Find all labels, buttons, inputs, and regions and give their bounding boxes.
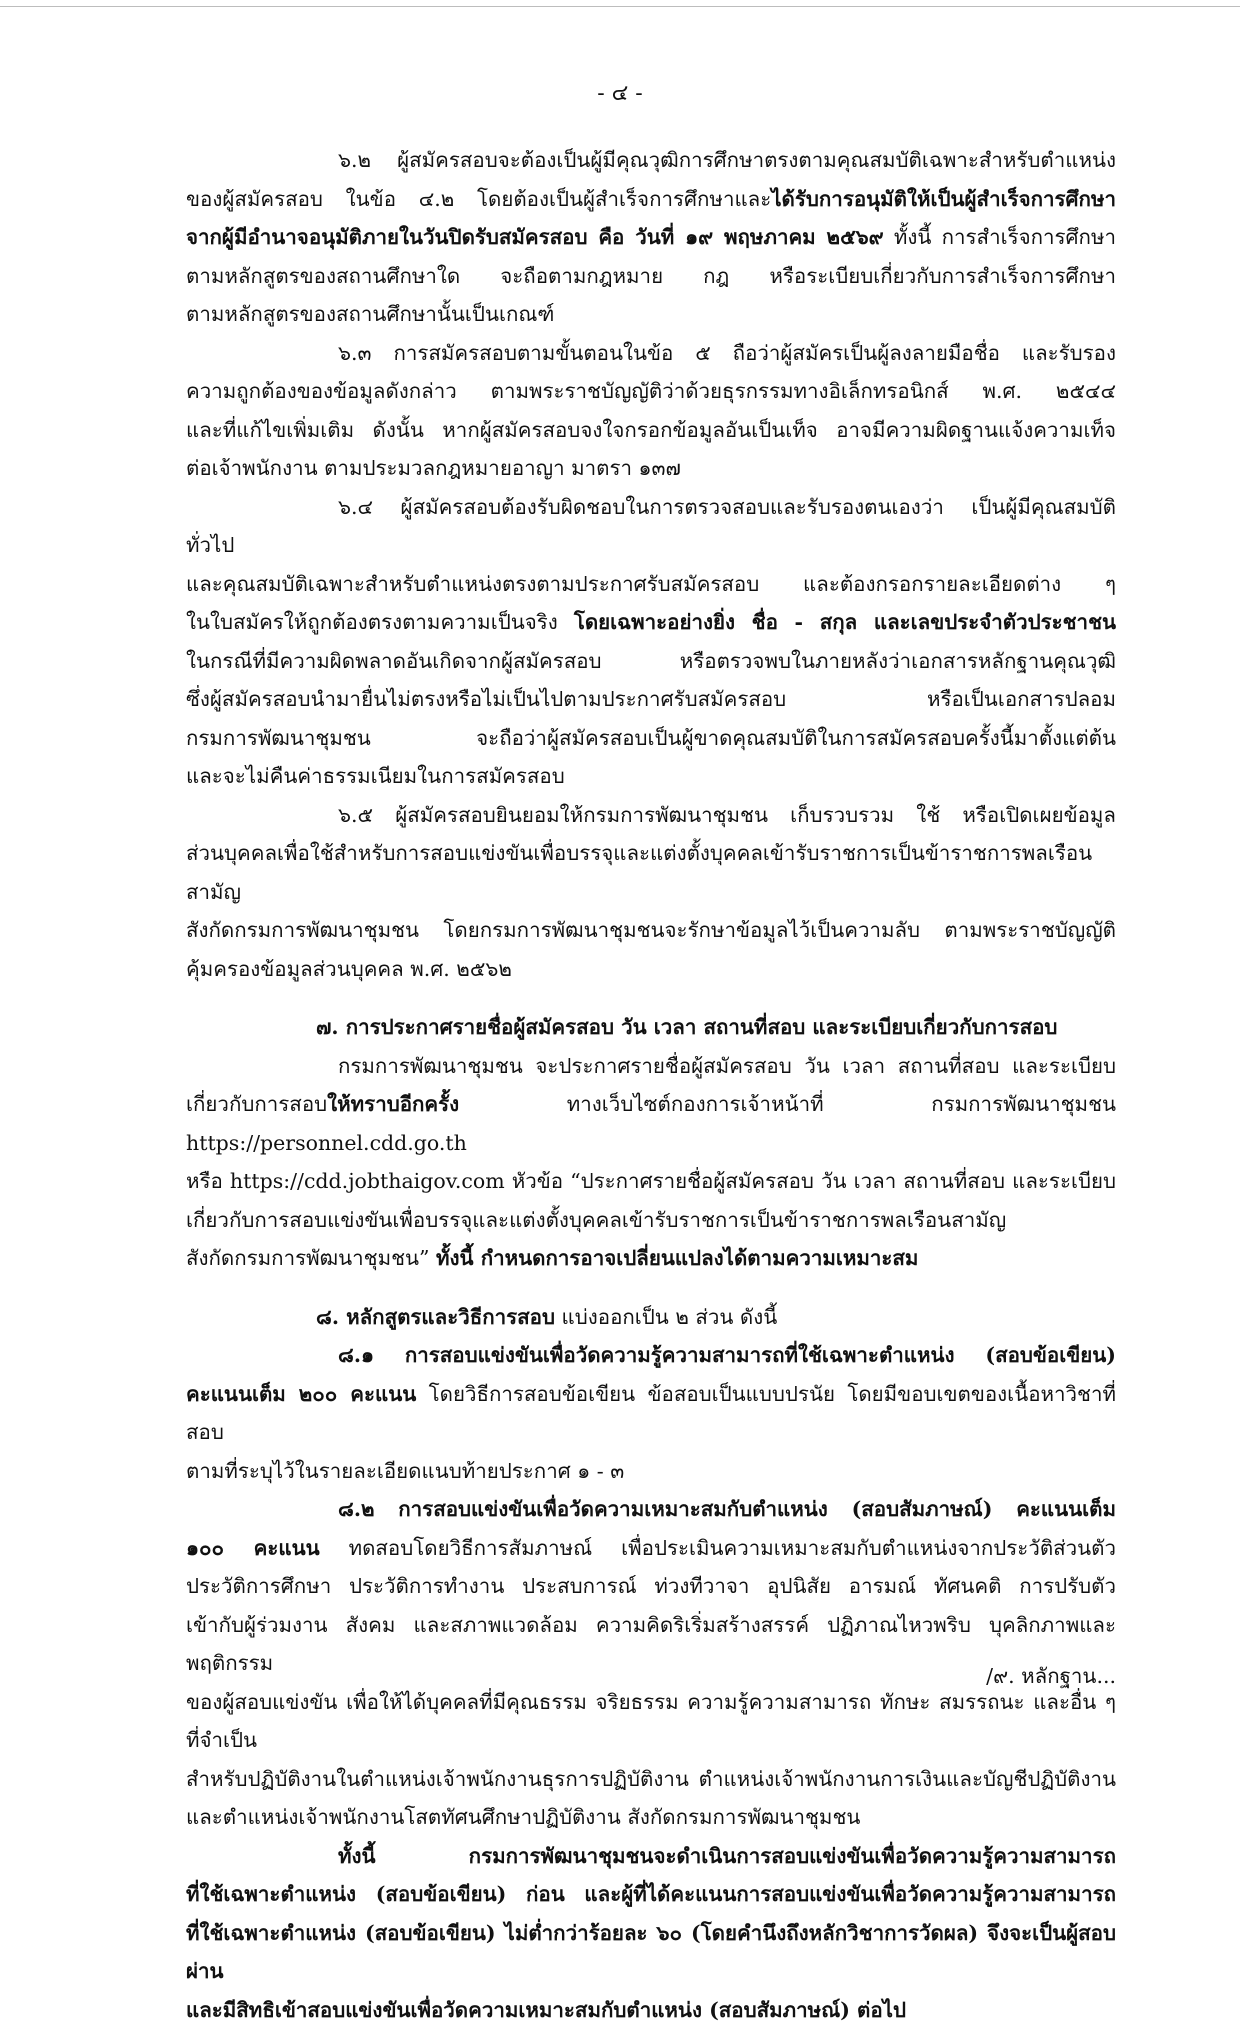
bold-text: ๘.๑ การสอบแข่งขันเพื่อวัดความรู้ความสามารถที่ใช้เฉพาะตำแหน่ง (สอบข้อเขียน) (338, 1343, 1116, 1367)
paragraph-10-line (186, 1837, 1116, 1876)
bold-text: ทั้งนี้ กรมการพัฒนาชุมชนจะดำเนินการสอบแข่งขันเพื่อวัดความรู้ความสามารถ (338, 1844, 1116, 1868)
paragraph-2-line (186, 411, 1116, 450)
page-number: - ๔ - (0, 75, 1240, 110)
continuation-marker: /๙. หลักฐาน... (986, 1660, 1116, 1693)
text-run: และที่แก้ไขเพิ่มเติม ดังนั้น หากผู้สมัครสอบจงใจกรอกข้อมูลอันเป็นเท็จ อาจมีความผิดฐานแจ้งความเท็จ (186, 418, 1116, 442)
text-run: กรมการพัฒนาชุมชน จะถือว่าผู้สมัครสอบเป็นผู้ขาดคุณสมบัติในการสมัครสอบครั้งนี้มาตั้งแต่ต้น (186, 726, 1116, 750)
text-run: ตามที่ระบุไว้ในรายละเอียดแนบท้ายประกาศ ๑ - ๓ (186, 1459, 624, 1483)
paragraph-3-line (186, 757, 1116, 796)
text-run: หรือ https://cdd.jobthaigov.com หัวข้อ “ประกาศรายชื่อผู้สมัครสอบ วัน เวลา สถานที่สอบ และระเบียบ (186, 1169, 1116, 1193)
text-run: ทดสอบโดยวิธีการสัมภาษณ์ เพื่อประเมินความเหมาะสมกับตำแหน่งจากประวัติส่วนตัว (320, 1536, 1116, 1560)
section-gap (186, 988, 1116, 1008)
paragraph-4-line (186, 950, 1116, 989)
paragraph-6-line (186, 1047, 1116, 1086)
bold-text: ๘. หลักสูตรและวิธีการสอบ (316, 1305, 555, 1329)
text-run: เข้ากับผู้ร่วมงาน สังคม และสภาพแวดล้อม ความคิดริเริ่มสร้างสรรค์ ปฏิภาณไหวพริบ บุคลิกภาพและพฤติกรรม (186, 1613, 1116, 1676)
text-run: ประวัติการศึกษา ประวัติการทำงาน ประสบการณ์ ท่วงทีวาจา อุปนิสัย อารมณ์ ทัศนคติ การปรับตัว (186, 1574, 1116, 1598)
text-run: ของผู้สอบแข่งขัน เพื่อให้ได้บุคคลที่มีคุณธรรม จริยธรรม ความรู้ความสามารถ ทักษะ สมรรถนะ และอื่น ๆ ที่จำเป็น (186, 1690, 1116, 1753)
paragraph-9-line (186, 1606, 1116, 1683)
paragraph-7-line (186, 1298, 1116, 1337)
text-run: ทางเว็บไซต์กองการเจ้าหน้าที่ กรมการพัฒนาชุมชน https://personnel.cdd.go.th (186, 1092, 1116, 1155)
text-run: ในใบสมัครให้ถูกต้องตรงตามความเป็นจริง (186, 610, 574, 634)
text-run: ในกรณีที่มีความผิดพลาดอันเกิดจากผู้สมัครสอบ หรือตรวจพบในภายหลังว่าเอกสารหลักฐานคุณวุฒิ (186, 649, 1116, 673)
paragraph-6-line (186, 1201, 1116, 1240)
paragraph-3-line (186, 603, 1116, 642)
bold-text: และมีสิทธิเข้าสอบแข่งขันเพื่อวัดความเหมาะสมกับตำแหน่ง (สอบสัมภาษณ์) ต่อไป (186, 1998, 906, 2022)
text-run: ตามหลักสูตรของสถานศึกษาใด จะถือตามกฎหมาย กฎ หรือระเบียบเกี่ยวกับการสำเร็จการศึกษา (186, 264, 1116, 288)
paragraph-4-line (186, 911, 1116, 950)
section-gap (186, 1278, 1116, 1298)
bold-text: ให้ทราบอีกครั้ง (327, 1092, 459, 1116)
paragraph-1-line (186, 218, 1116, 257)
paragraph-3-line (186, 488, 1116, 565)
paragraph-3-line (186, 680, 1116, 719)
paragraph-2-line (186, 372, 1116, 411)
text-run: ของผู้สมัครสอบ ในข้อ ๔.๒ โดยต้องเป็นผู้สำเร็จการศึกษาและ (186, 187, 771, 211)
text-run: แบ่งออกเป็น ๒ ส่วน ดังนี้ (555, 1305, 777, 1329)
bold-text: ๘.๒ การสอบแข่งขันเพื่อวัดความเหมาะสมกับตำแหน่ง (สอบสัมภาษณ์) คะแนนเต็ม (338, 1497, 1116, 1521)
bold-text: โดยเฉพาะอย่างยิ่ง ชื่อ - สกุล และเลขประจำตัวประชาชน (574, 610, 1116, 634)
paragraph-9-line (186, 1760, 1116, 1799)
paragraph-1-line (186, 180, 1116, 219)
bold-text: ๗. การประกาศรายชื่อผู้สมัครสอบ วัน เวลา สถานที่สอบ และระเบียบเกี่ยวกับการสอบ (316, 1015, 1057, 1039)
text-run: เกี่ยวกับการสอบแข่งขันเพื่อบรรจุและแต่งตั้งบุคคลเข้ารับราชการเป็นข้าราชการพลเรือนสามัญ (186, 1208, 1006, 1232)
text-run: สำหรับปฏิบัติงานในตำแหน่งเจ้าพนักงานธุรการปฏิบัติงาน ตำแหน่งเจ้าพนักงานการเงินและบัญชีปฏิบัติงาน (186, 1767, 1116, 1791)
text-run: และคุณสมบัติเฉพาะสำหรับตำแหน่งตรงตามประกาศรับสมัครสอบ และต้องกรอกรายละเอียดต่าง ๆ (186, 572, 1116, 596)
text-run: ๖.๓ การสมัครสอบตามขั้นตอนในข้อ ๕ ถือว่าผู้สมัครเป็นผู้ลงลายมือชื่อ และรับรอง (338, 341, 1116, 365)
bold-text: ได้รับการอนุมัติให้เป็นผู้สำเร็จการศึกษา (771, 187, 1116, 211)
paragraph-6-line (186, 1162, 1116, 1201)
text-run: ๖.๕ ผู้สมัครสอบยินยอมให้กรมการพัฒนาชุมชน เก็บรวบรวม ใช้ หรือเปิดเผยข้อมูล (338, 803, 1116, 827)
paragraph-10-line (186, 1914, 1116, 1991)
text-run: ความถูกต้องของข้อมูลดังกล่าว ตามพระราชบัญญัติว่าด้วยธุรกรรมทางอิเล็กทรอนิกส์ พ.ศ. ๒๕๔๔ (186, 379, 1116, 403)
paragraph-9-line (186, 1529, 1116, 1568)
paragraph-5-line (186, 1008, 1116, 1047)
page-top-edge (0, 6, 1240, 7)
paragraph-1-line (186, 141, 1116, 180)
document-body (186, 141, 1116, 2029)
bold-text: จากผู้มีอำนาจอนุมัติภายในวันปิดรับสมัครสอบ คือ วันที่ ๑๙ พฤษภาคม ๒๕๖๙ (186, 225, 884, 249)
paragraph-1-line (186, 257, 1116, 296)
text-run: ตามหลักสูตรของสถานศึกษานั้นเป็นเกณฑ์ (186, 302, 554, 326)
bold-text: ๑๐๐ คะแนน (186, 1536, 320, 1560)
bold-text: ที่ใช้เฉพาะตำแหน่ง (สอบข้อเขียน) ไม่ต่ำกว่าร้อยละ ๖๐ (โดยคำนึงถึงหลักวิชาการวัดผล) จึงจะเป็นผู้สอบผ่าน (186, 1921, 1116, 1984)
text-run: เกี่ยวกับการสอบ (186, 1092, 327, 1116)
text-run: สังกัดกรมการพัฒนาชุมชน โดยกรมการพัฒนาชุมชนจะรักษาข้อมูลไว้เป็นความลับ ตามพระราชบัญญัติ (186, 918, 1116, 942)
text-run: คุ้มครองข้อมูลส่วนบุคคล พ.ศ. ๒๕๖๒ (186, 957, 512, 981)
text-run: ทั้งนี้ การสำเร็จการศึกษา (884, 225, 1116, 249)
paragraph-2-line (186, 449, 1116, 488)
paragraph-9-line (186, 1798, 1116, 1837)
paragraph-10-line (186, 1991, 1116, 2029)
paragraph-10-line (186, 1875, 1116, 1914)
bold-text: ทั้งนี้ กำหนดการอาจเปลี่ยนแปลงได้ตามความเหมาะสม (436, 1246, 918, 1270)
text-run: สังกัดกรมการพัฒนาชุมชน” (186, 1246, 436, 1270)
text-run: โดยวิธีการสอบข้อเขียน ข้อสอบเป็นแบบปรนัย โดยมีขอบเขตของเนื้อหาวิชาที่สอบ (186, 1382, 1116, 1445)
paragraph-3-line (186, 565, 1116, 604)
paragraph-8-line (186, 1336, 1116, 1375)
paragraph-8-line (186, 1375, 1116, 1452)
text-run: ๖.๔ ผู้สมัครสอบต้องรับผิดชอบในการตรวจสอบและรับรองตนเองว่า เป็นผู้มีคุณสมบัติทั่วไป (186, 495, 1116, 558)
paragraph-9-line (186, 1490, 1116, 1529)
paragraph-9-line (186, 1567, 1116, 1606)
text-run: และจะไม่คืนค่าธรรมเนียมในการสมัครสอบ (186, 764, 565, 788)
paragraph-6-line (186, 1085, 1116, 1162)
text-run: ต่อเจ้าพนักงาน ตามประมวลกฎหมายอาญา มาตรา ๑๓๗ (186, 456, 681, 480)
paragraph-6-line (186, 1239, 1116, 1278)
text-run: ส่วนบุคคลเพื่อใช้สำหรับการสอบแข่งขันเพื่อบรรจุและแต่งตั้งบุคคลเข้ารับราชการเป็นข้าราชการพลเรือนสามัญ (186, 841, 1092, 904)
paragraph-1-line (186, 295, 1116, 334)
text-run: ซึ่งผู้สมัครสอบนำมายื่นไม่ตรงหรือไม่เป็นไปตามประกาศรับสมัครสอบ หรือเป็นเอกสารปลอม (186, 687, 1116, 711)
paragraph-3-line (186, 719, 1116, 758)
text-run: กรมการพัฒนาชุมชน จะประกาศรายชื่อผู้สมัครสอบ วัน เวลา สถานที่สอบ และระเบียบ (338, 1054, 1116, 1078)
text-run: ๖.๒ ผู้สมัครสอบจะต้องเป็นผู้มีคุณวุฒิการศึกษาตรงตามคุณสมบัติเฉพาะสำหรับตำแหน่ง (338, 148, 1116, 172)
paragraph-8-line (186, 1452, 1116, 1491)
text-run: และตำแหน่งเจ้าพนักงานโสตทัศนศึกษาปฏิบัติงาน สังกัดกรมการพัฒนาชุมชน (186, 1805, 860, 1829)
paragraph-2-line (186, 334, 1116, 373)
bold-text: ที่ใช้เฉพาะตำแหน่ง (สอบข้อเขียน) ก่อน และผู้ที่ได้คะแนนการสอบแข่งขันเพื่อวัดความรู้ความสามารถ (186, 1882, 1116, 1906)
paragraph-9-line (186, 1683, 1116, 1760)
bold-text: คะแนนเต็ม ๒๐๐ คะแนน (186, 1382, 416, 1406)
paragraph-3-line (186, 642, 1116, 681)
paragraph-4-line (186, 796, 1116, 835)
paragraph-4-line (186, 834, 1116, 911)
